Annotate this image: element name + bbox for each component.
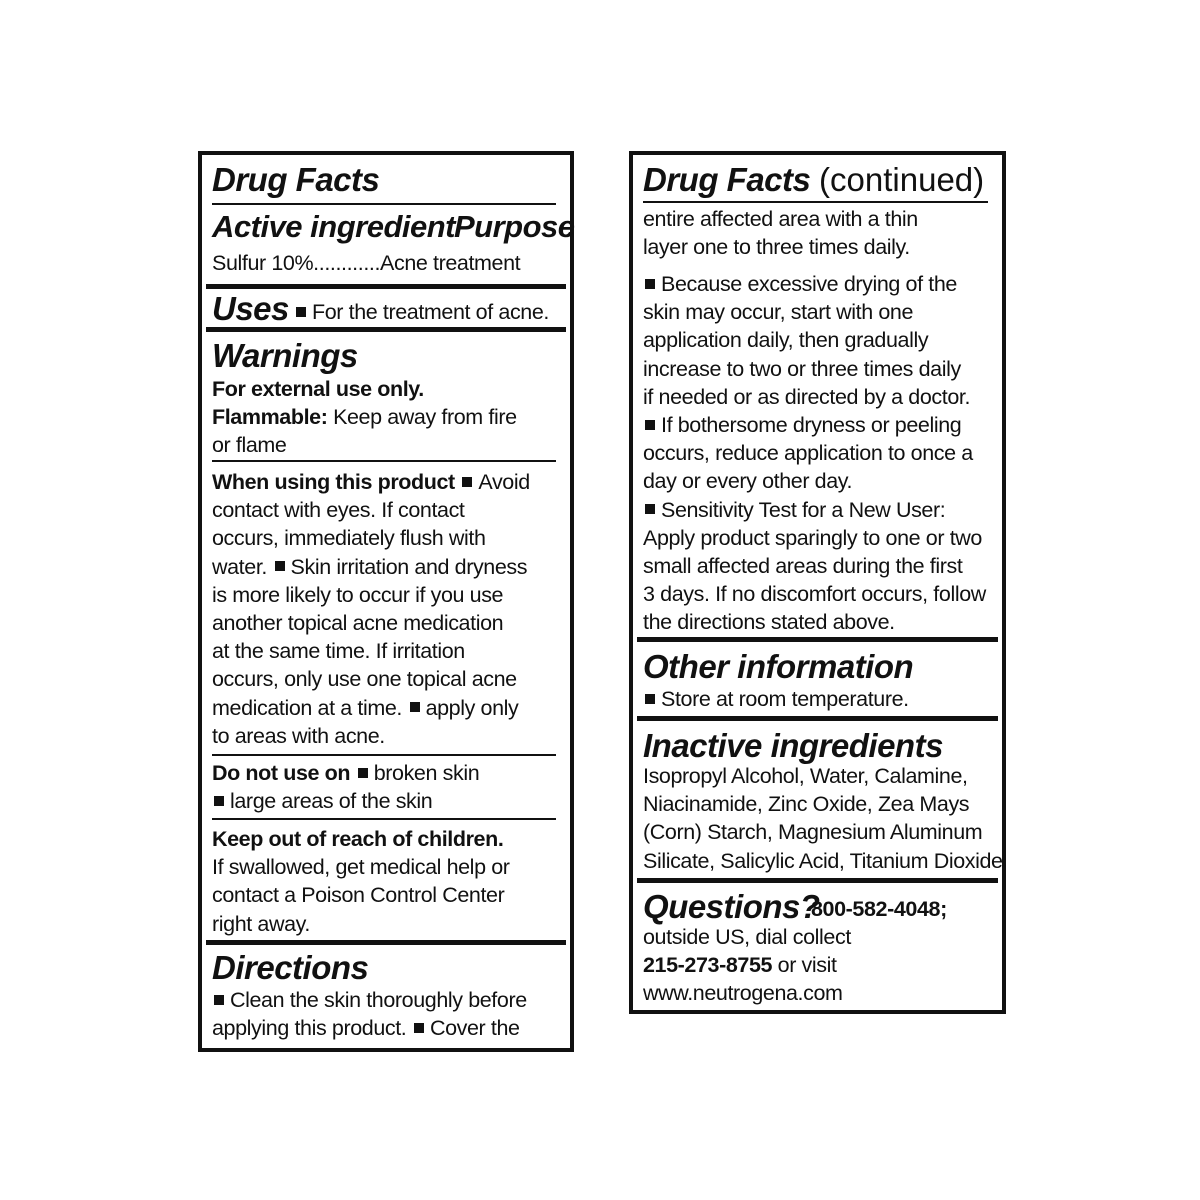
divider	[212, 818, 556, 820]
drug-facts-panel-left	[198, 151, 574, 1052]
phone-primary: 800-582-4048;	[811, 897, 947, 921]
bullet-icon	[645, 420, 655, 430]
warnings-header: Warnings	[212, 337, 358, 374]
divider	[206, 940, 566, 945]
directions-bullets: Because excessive drying of the skin may occur, start with one application daily, then gradually increase to two or three times daily if needed or as directed by a doctor. If bothersome dryness or peeling occurs, reduce application to once a day or every other day. Sensitivity Test for a New User: Apply product sparingly to one or two small affected areas during the first 3 days. If no discomfort occurs, follow the directions stated above.	[643, 272, 986, 635]
bullet-icon	[462, 477, 472, 487]
directions-continued: entire affected area with a thin layer one to three times daily.	[643, 207, 918, 260]
directions-header: Directions	[212, 949, 369, 986]
bullet-icon	[414, 1023, 424, 1033]
bullet-icon	[358, 768, 368, 778]
active-ingredient-line: Sulfur 10%............Acne treatment	[212, 251, 521, 275]
do-not-use-section: Do not use on broken skin large areas of the skin	[212, 761, 480, 814]
inactive-ingredients-text: Isopropyl Alcohol, Water, Calamine, Niacinamide, Zinc Oxide, Zea Mays (Corn) Starch, Magnesium Aluminum Silicate, Salicylic Acid, Titanium Dioxide	[643, 764, 1003, 873]
divider	[206, 327, 566, 332]
other-information-text: Store at room temperature.	[643, 685, 994, 713]
divider	[212, 754, 556, 756]
bullet-icon	[214, 995, 224, 1005]
questions-text: outside US, dial collect 215-273-8755 or visit www.neutrogena.com	[643, 923, 994, 1008]
keep-out-section: Keep out of reach of children. If swallowed, get medical help or contact a Poison Control Center right away.	[212, 827, 510, 936]
website-link[interactable]: www.neutrogena.com	[643, 981, 843, 1006]
directions-text: Clean the skin thoroughly before applying this product. Cover the	[212, 988, 527, 1041]
drug-facts-continued-title: Drug Facts (continued)	[643, 161, 985, 198]
uses-header: Uses	[212, 290, 289, 327]
bullet-icon	[296, 307, 306, 317]
purpose-header: Purpose	[454, 209, 575, 244]
inactive-ingredients-header: Inactive ingredients	[643, 727, 943, 764]
bullet-icon	[214, 796, 224, 806]
questions-header: Questions?	[643, 888, 820, 925]
bullet-icon	[410, 702, 420, 712]
bullet-icon	[645, 279, 655, 289]
divider	[212, 460, 556, 462]
drug-facts-panel-right	[629, 151, 1006, 1014]
bullet-icon	[275, 561, 285, 571]
divider	[637, 637, 998, 642]
active-ingredient-header: Active ingredient	[212, 209, 455, 244]
drug-facts-title: Drug Facts	[212, 161, 380, 198]
divider	[637, 716, 998, 721]
other-information-header: Other information	[643, 648, 914, 685]
uses-text: For the treatment of acne.	[294, 298, 562, 326]
divider	[637, 878, 998, 883]
divider	[212, 203, 556, 205]
bullet-icon	[645, 694, 655, 704]
divider	[206, 284, 566, 289]
divider	[643, 201, 988, 203]
bullet-icon	[645, 504, 655, 514]
when-using-section: When using this product Avoid contact with eyes. If contact occurs, immediately flush with water. Skin irritation and dryness is more likely to occur if you use another topical acne medication at the same time. If irritation occurs, only use one topical acne medication at a time. apply only to areas with acne.	[212, 470, 530, 748]
warnings-text: For external use only. Flammable: Keep away from fire or flame	[212, 377, 517, 458]
